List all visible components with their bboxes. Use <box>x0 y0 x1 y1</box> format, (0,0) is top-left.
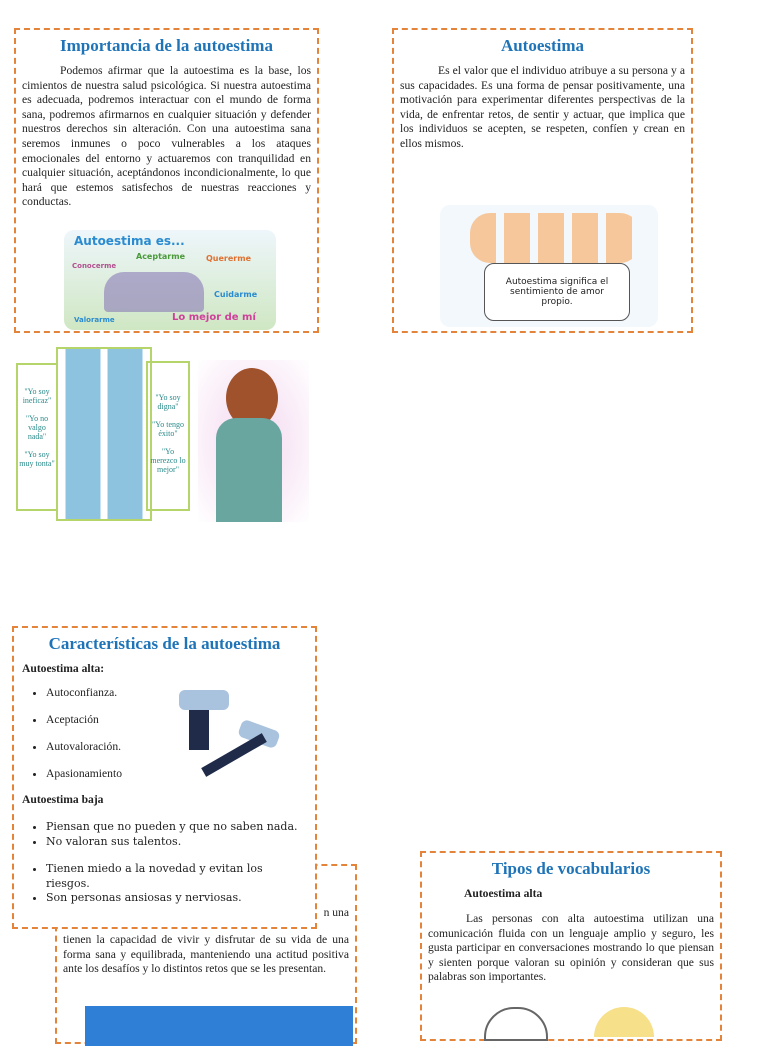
negative-phrase: "Yo soy ineficaz" <box>22 387 52 405</box>
importancia-body: Podemos afirmar que la autoestima es la base, los cimientos de nuestra salud psicológica. Si nuestra autoestima es adecuada, podremos interactuar con el mundo de forma sana, podremos afirmarnos en cualquier situación y defender nuestros derechos sin alteración. Con una autoestima sana seremos inmunes o poco vulnerables a los ataques emocionales del entorno y actuaremos con tranquilidad en cualquier situación, aceptándonos incondicionalmente, lo que hará que estemos satisfechos de nuestras reacciones y conductas. <box>22 64 311 209</box>
illustration-heading: Autoestima es... <box>74 234 185 248</box>
list-item: • No valoran sus talentos. <box>46 835 315 850</box>
children-faces <box>470 213 640 263</box>
baja-list <box>14 820 315 906</box>
importancia-card <box>14 28 319 333</box>
autoestima-card <box>392 28 693 333</box>
vocabularios-body: Las personas con alta autoestima utilizan una comunicación fluida con un lenguaje amplio y seguro, les gusta participar en conversaciones mostrando lo que piensan y sienten porque valoran su opinión y consideran que sus palabras son importantes. <box>428 912 714 984</box>
vocabularios-card <box>420 851 722 1041</box>
vocabularios-title: Tipos de vocabularios <box>491 859 651 878</box>
word-aceptarme: Aceptarme <box>136 252 186 261</box>
importancia-title: Importancia de la autoestima <box>60 36 273 55</box>
list-item: • Son personas ansiosas y nerviosas. <box>46 891 315 906</box>
positive-phrase: "Yo merezco lo mejor" <box>150 447 186 474</box>
list-item: • Tienen miedo a la novedad y evitan los riesgos. <box>46 862 315 891</box>
blue-image <box>85 1006 353 1046</box>
list-item: • Autoconfianza. <box>46 679 315 706</box>
autoestima-es-illustration <box>64 230 276 330</box>
baja-label: Autoestima baja <box>22 793 104 806</box>
list-item: • Apasionamiento <box>46 760 315 787</box>
jumping-men-illustration <box>139 680 304 790</box>
caracteristicas-title: Características de la autoestima <box>48 634 281 653</box>
list-item: • Autovaloración. <box>46 733 315 760</box>
positive-phrase: "Yo tengo éxito" <box>151 420 184 438</box>
list-item: • Piensan que no pueden y que no saben nada. <box>46 820 315 835</box>
cartoon-face-boy <box>484 1007 548 1041</box>
autoestima-body: Es el valor que el individuo atribuye a su persona y a sus capacidades. Es una forma de pensar positivamente, una motivación para experimentar diferentes perspectivas de la vida, de enfrentar retos, de sentir y actuar, que implica que los individuos se acepten, se respeten, confíen y crean en ellos mismos. <box>400 64 685 150</box>
people-shape <box>104 272 204 312</box>
negative-phrase: "Yo no valgo nada" <box>25 414 49 441</box>
caption-sign: Autoestima significa el sentimiento de amor propio. <box>484 263 630 321</box>
word-valorarme: Valorarme <box>74 316 115 324</box>
word-conocerme: Conocerme <box>72 262 117 270</box>
word-cuidarme: Cuidarme <box>214 290 258 299</box>
affirmations-collage <box>16 345 191 520</box>
list-item: • Aceptación <box>46 706 315 733</box>
word-quererme: Quererme <box>206 254 251 263</box>
autoestima-title: Autoestima <box>500 36 585 55</box>
caracteristicas-card <box>12 626 317 929</box>
cartoon-face-girl <box>594 1007 654 1037</box>
word-lo-mejor: Lo mejor de mí <box>172 312 256 323</box>
autoestima-alta-body: tienen la capacidad de vivir y disfrutar de su vida de una forma sana y equilibrada, manteniendo una actitud positiva ante los desafíos y lo distintos retos que se les presentan. <box>63 933 349 976</box>
children-illustration <box>440 205 658 327</box>
positive-phrase: "Yo soy digna" <box>155 393 181 411</box>
sad-woman-image <box>198 360 309 522</box>
negative-phrase: "Yo soy muy tonta" <box>19 450 55 468</box>
vocabularios-subtitle: Autoestima alta <box>464 887 543 900</box>
alta-label: Autoestima alta: <box>22 662 105 675</box>
woman-mirror-image <box>56 347 152 521</box>
covered-line-end: n una <box>323 906 349 919</box>
